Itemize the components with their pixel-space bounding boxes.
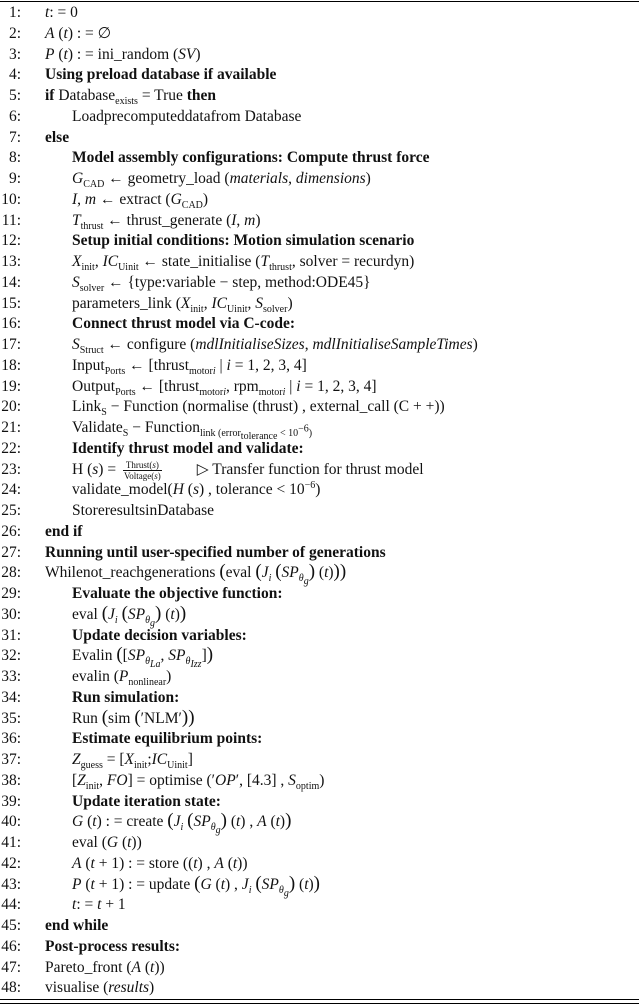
algorithm-line — [0, 480, 639, 501]
line-number: 47: — [1, 958, 21, 976]
line-number: 25: — [1, 502, 21, 519]
line-number: 27: — [1, 543, 21, 561]
line-text: validate_model(H (s) , tolerance < $10^{-6}$) — [72, 480, 321, 499]
line-number: 6: — [8, 107, 21, 125]
line-text: Using preload database if available — [45, 66, 277, 84]
line-text: Estimate equilibrium points: — [72, 730, 263, 748]
algorithm-line — [0, 24, 639, 45]
line-text: Setup initial conditions: Motion simulation scenario — [72, 232, 415, 250]
algorithm-line — [0, 86, 639, 107]
algorithm-line — [0, 211, 639, 232]
line-text: [$Z_{init}$, FO] = optimise (′OP′, [4.3] , $S_{optim}$) — [72, 771, 325, 792]
line-number: 48: — [1, 979, 21, 997]
algorithm-line — [0, 602, 639, 629]
algorithm-line — [0, 294, 639, 315]
algorithm-line — [0, 231, 639, 252]
algorithm-line — [0, 916, 639, 937]
line-text: $S_{Struct}$ ← configure (mdlInitialiseSizes, mdlInitialiseSampleTimes) — [72, 336, 478, 357]
algorithm-line — [0, 958, 639, 979]
line-text: t: = 0 — [45, 4, 78, 21]
line-number: 30: — [1, 605, 21, 623]
algorithm-line — [0, 439, 639, 460]
line-number: 32: — [1, 647, 21, 665]
line-number: 5: — [8, 87, 21, 104]
line-number: 21: — [1, 419, 21, 436]
line-text: G (t) : = create ($J_i$ $(SP_{\theta_g})$ (t) , A (t)) — [72, 810, 292, 837]
algorithm-line — [0, 644, 639, 671]
line-number: 11: — [1, 211, 21, 229]
line-number: 8: — [8, 149, 21, 167]
line-number: 41: — [1, 834, 21, 851]
line-number: 31: — [1, 626, 21, 644]
line-number: 40: — [1, 813, 21, 831]
algorithm-line — [0, 872, 639, 899]
line-text: else — [45, 128, 70, 146]
line-text: $G_{CAD}$ ← geometry_load (materials, dimensions) — [72, 170, 371, 191]
algorithm-line — [0, 273, 639, 294]
line-text: eval ($J_i$ $(SP_{\theta_g})$ (t)) — [72, 602, 187, 629]
line-number: 20: — [1, 398, 21, 416]
line-number: 46: — [1, 937, 21, 955]
line-number: 17: — [1, 336, 21, 353]
algorithm-line — [0, 729, 639, 750]
algorithm-line — [0, 854, 639, 875]
line-number: 42: — [1, 854, 21, 872]
algorithm-line — [0, 688, 639, 709]
line-text: Whilenot_reachgenerations (eval ($J_i$ $(SP_{\theta_g})$ (t))) — [45, 561, 347, 588]
line-number: 24: — [1, 481, 21, 499]
algorithm-line — [0, 397, 639, 418]
line-number: 14: — [1, 273, 21, 291]
line-text: Update iteration state: — [72, 792, 221, 810]
line-text: $Z_{guess}$ = $[X_{init};IC_{Uinit}]$ — [72, 751, 193, 772]
algorithm-line — [0, 667, 639, 688]
line-number: 18: — [1, 356, 21, 374]
line-text: Validate$_S$ − Function$_{link (error_{tolerance} < 10^{-6})}$ — [72, 419, 313, 443]
line-text: Update decision variables: — [72, 626, 247, 644]
line-number: 15: — [1, 294, 21, 312]
line-text: StoreresultsinDatabase — [72, 502, 215, 519]
algorithm-line — [0, 937, 639, 958]
line-number: 26: — [1, 522, 21, 540]
line-text: Connect thrust model via C-code: — [72, 315, 296, 333]
line-number: 3: — [8, 45, 21, 63]
line-text: Input$_{Ports}$ ← [thrust$_{motori}$ | i = 1, 2, 3, 4] — [72, 356, 307, 377]
line-text: Pareto_front (A (t)) — [45, 958, 165, 976]
line-number: 38: — [1, 771, 21, 789]
line-number: 43: — [1, 875, 21, 893]
algorithm-line — [0, 833, 639, 854]
algorithm-line — [0, 626, 639, 647]
line-number: 4: — [8, 66, 21, 84]
algorithm-line — [0, 377, 639, 398]
algorithm-line — [0, 460, 639, 481]
algorithm-line — [0, 771, 639, 792]
line-number: 45: — [1, 917, 21, 934]
algorithm-line — [0, 45, 639, 66]
line-number: 34: — [1, 688, 21, 706]
line-text: $X_{init}$, $IC_{Uinit}$ ← state_initialise ($T_{thrust}$, solver = recurdyn) — [72, 253, 415, 274]
line-text: H (s) = $\frac{\text{Thrust(s)}}{\text{Voltage(s)}}$ ▷ Transfer function for thrust model — [72, 459, 424, 481]
line-number: 7: — [8, 128, 21, 146]
line-number: 23: — [1, 460, 21, 478]
algorithm-line — [0, 750, 639, 771]
algorithm-line — [0, 252, 639, 273]
line-text: A (t) : = ∅ — [45, 24, 112, 42]
algorithm-line — [0, 522, 639, 543]
algorithm-line — [0, 418, 639, 443]
line-number: 44: — [1, 896, 21, 914]
bottom-rule — [0, 999, 639, 1000]
line-text: Run simulation: — [72, 688, 180, 706]
bottom-rule-double — [0, 1003, 639, 1004]
line-number: 22: — [1, 439, 21, 457]
algorithm-line — [0, 978, 639, 999]
line-text: Identify thrust model and validate: — [72, 439, 304, 457]
line-text: evalin $(P_{nonlinear})$ — [72, 668, 172, 689]
line-text: Evalin ([$SP_{\theta_{La}}$, $SP_{\theta_{Izz}}$]) — [72, 644, 214, 671]
line-text: Model assembly configurations: Compute thrust force — [72, 149, 430, 167]
line-number: 19: — [1, 377, 21, 395]
algorithm-line — [0, 810, 639, 837]
line-text: parameters_link ($X_{init}$, $IC_{Uinit}$, $S_{solver}$) — [72, 294, 293, 315]
line-number: 9: — [8, 170, 21, 187]
line-text: $S_{solver}$ ← {type:variable − step, method:ODE45} — [72, 273, 371, 294]
top-rule — [0, 1, 639, 2]
algorithm-line — [0, 561, 639, 588]
algorithm-line — [0, 190, 639, 211]
algorithm-line — [0, 543, 639, 564]
line-text: visualise (results) — [45, 979, 155, 997]
algorithm-line — [0, 356, 639, 377]
line-text: Link$_S$ − Function (normalise (thrust) , external_call (C + +)) — [72, 398, 445, 419]
algorithm-line — [0, 65, 639, 86]
line-text: eval (G (t)) — [72, 834, 142, 851]
line-text: end if — [45, 522, 83, 540]
line-number: 33: — [1, 668, 21, 685]
line-number: 35: — [1, 709, 21, 727]
line-number: 16: — [1, 315, 21, 333]
line-text: $T_{thrust}$ ← thrust_generate (I, m) — [72, 211, 261, 232]
algorithm-line — [0, 584, 639, 605]
line-number: 29: — [1, 585, 21, 602]
line-number: 1: — [8, 4, 21, 21]
line-text: A (t + 1) : = store ((t) , A (t)) — [72, 854, 248, 872]
algorithm-line — [0, 148, 639, 169]
algorithm-line — [0, 128, 639, 149]
algorithm-line — [0, 706, 639, 730]
line-text: I, m ← extract $(G_{CAD})$ — [72, 190, 209, 211]
line-number: 10: — [1, 190, 21, 208]
line-number: 28: — [1, 564, 21, 582]
algorithm-line — [0, 792, 639, 813]
line-text: Loadprecomputeddatafrom Database — [72, 107, 302, 125]
line-text: t: = t + 1 — [72, 896, 126, 914]
line-number: 2: — [8, 24, 21, 42]
algorithm-line — [0, 169, 639, 190]
line-text: P (t) : = ini_random (SV) — [45, 45, 201, 63]
line-text: if Database$_{exists}$ = True then — [45, 87, 217, 108]
line-number: 39: — [1, 792, 21, 810]
line-text: end while — [45, 917, 109, 934]
algorithm-line — [0, 3, 639, 24]
line-text: P (t + 1) : = update (G (t) , $J_i$ $(SP_{\theta_g})$ (t)) — [72, 872, 320, 899]
line-text: Output$_{Ports}$ ← [thrust$_{motori}$, rpm$_{motori}$ | i = 1, 2, 3, 4] — [72, 377, 377, 398]
algorithm-line — [0, 107, 639, 128]
line-text: Running until user-specified number of generations — [45, 543, 386, 561]
line-number: 12: — [1, 232, 21, 250]
line-text: Post-process results: — [45, 937, 181, 955]
line-text: Run (sim (′NLM′)) — [72, 706, 195, 728]
algorithm-line — [0, 335, 639, 356]
line-number: 13: — [1, 253, 21, 270]
line-number: 37: — [1, 751, 21, 768]
line-text: Evaluate the objective function: — [72, 585, 283, 602]
algorithm-line — [0, 501, 639, 522]
line-number: 36: — [1, 730, 21, 748]
algorithm-line — [0, 895, 639, 916]
algorithm-line — [0, 314, 639, 335]
